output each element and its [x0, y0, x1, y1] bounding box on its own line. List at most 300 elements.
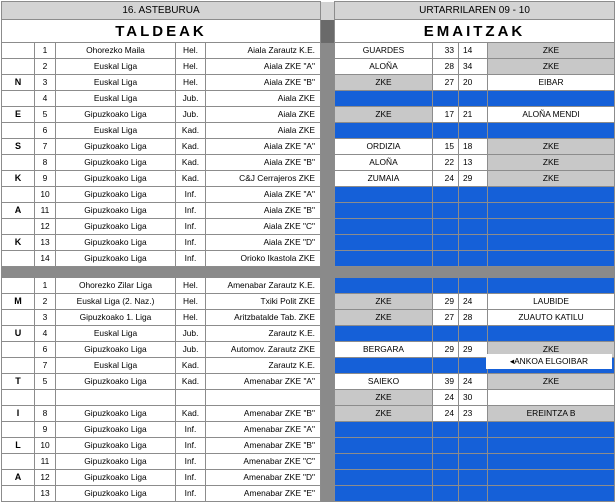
column-separator	[321, 171, 335, 187]
table-row	[2, 107, 615, 123]
row-number: 10	[35, 187, 56, 203]
team-name: Aiala ZKE "B"	[206, 203, 321, 219]
league-name: Gipuzkoako Liga	[56, 422, 176, 438]
away-team: LAUBIDE	[488, 294, 615, 310]
league-name: Ohorezko Maila	[56, 43, 176, 59]
row-number: 9	[35, 422, 56, 438]
home-team: BERGARA	[335, 342, 433, 358]
home-score	[433, 235, 459, 251]
home-team	[335, 123, 433, 139]
away-team	[488, 187, 615, 203]
away-team	[488, 219, 615, 235]
category: Jub.	[176, 342, 206, 358]
divider-cell	[2, 267, 615, 278]
home-score	[433, 91, 459, 107]
column-separator	[321, 422, 335, 438]
row-number: 10	[35, 438, 56, 454]
row-number: 13	[35, 235, 56, 251]
team-name: C&J Cerrajeros ZKE	[206, 171, 321, 187]
overflow-team-label: ◂ANKOA ELGOIBAR	[486, 354, 612, 369]
column-separator	[321, 342, 335, 358]
away-score: 28	[459, 310, 488, 326]
category: Jub.	[176, 107, 206, 123]
away-score	[459, 123, 488, 139]
home-score: 24	[433, 171, 459, 187]
row-number: 8	[35, 406, 56, 422]
table-row	[2, 310, 615, 326]
column-separator	[321, 155, 335, 171]
column-separator	[321, 374, 335, 390]
home-team: ZKE	[335, 390, 433, 406]
category: Hel.	[176, 59, 206, 75]
away-score: 30	[459, 390, 488, 406]
home-score	[433, 454, 459, 470]
team-name: Amenabar ZKE "B"	[206, 406, 321, 422]
home-team: ALOÑA	[335, 59, 433, 75]
table-row	[2, 454, 615, 470]
column-separator	[321, 219, 335, 235]
side-letter	[2, 358, 35, 374]
away-score	[459, 454, 488, 470]
home-team: ZUMAIA	[335, 171, 433, 187]
away-team: ZKE	[488, 342, 615, 358]
section-header-row	[2, 20, 615, 43]
teams-heading: TALDEAK	[2, 20, 321, 43]
row-number: 13	[35, 486, 56, 502]
side-letter	[2, 390, 35, 406]
league-name: Gipuzkoako Liga	[56, 203, 176, 219]
column-separator	[321, 486, 335, 502]
league-name: Gipuzkoako 1. Liga	[56, 310, 176, 326]
league-name: Gipuzkoako Liga	[56, 235, 176, 251]
category: Inf.	[176, 486, 206, 502]
home-score: 33	[433, 43, 459, 59]
away-team: ZKE	[488, 374, 615, 390]
league-name	[56, 390, 176, 406]
column-separator	[321, 2, 335, 20]
table-row	[2, 59, 615, 75]
team-name: Amenabar ZKE "E"	[206, 486, 321, 502]
category: Inf.	[176, 187, 206, 203]
table-row	[2, 406, 615, 422]
league-name: Euskal Liga	[56, 91, 176, 107]
away-score: 13	[459, 155, 488, 171]
side-letter	[2, 155, 35, 171]
side-letter: N	[2, 75, 35, 91]
side-letter	[2, 310, 35, 326]
row-number: 12	[35, 470, 56, 486]
table-row	[2, 219, 615, 235]
category: Inf.	[176, 235, 206, 251]
table-row	[2, 91, 615, 107]
team-name: Zarautz K.E.	[206, 326, 321, 342]
away-team: ZKE	[488, 171, 615, 187]
row-number: 4	[35, 91, 56, 107]
team-name: Aiala ZKE "A"	[206, 59, 321, 75]
side-letter: I	[2, 406, 35, 422]
column-separator	[321, 43, 335, 59]
league-name: Euskal Liga	[56, 358, 176, 374]
league-name: Euskal Liga (2. Naz.)	[56, 294, 176, 310]
home-team	[335, 438, 433, 454]
team-name: Aiala ZKE "B"	[206, 155, 321, 171]
row-number: 11	[35, 454, 56, 470]
category: Inf.	[176, 219, 206, 235]
away-score	[459, 358, 488, 374]
home-team	[335, 91, 433, 107]
league-name: Gipuzkoako Liga	[56, 251, 176, 267]
team-name: Aiala Zarautz K.E.	[206, 43, 321, 59]
home-team	[335, 486, 433, 502]
side-letter: K	[2, 235, 35, 251]
date-title: URTARRILAREN 09 - 10	[335, 2, 615, 20]
home-team: SAIEKO	[335, 374, 433, 390]
league-name: Ohorezko Zilar Liga	[56, 278, 176, 294]
column-separator	[321, 203, 335, 219]
away-score: 24	[459, 374, 488, 390]
table-row	[2, 251, 615, 267]
team-name: Txiki Polit ZKE	[206, 294, 321, 310]
away-score	[459, 235, 488, 251]
row-number: 7	[35, 358, 56, 374]
side-letter	[2, 219, 35, 235]
away-team: EIBAR	[488, 75, 615, 91]
row-number: 4	[35, 326, 56, 342]
away-team	[488, 91, 615, 107]
away-team	[488, 470, 615, 486]
column-separator	[321, 326, 335, 342]
category	[176, 390, 206, 406]
home-score	[433, 187, 459, 203]
table-row	[2, 278, 615, 294]
column-separator	[321, 454, 335, 470]
table-row	[2, 374, 615, 390]
home-team: GUARDES	[335, 43, 433, 59]
table-row	[2, 139, 615, 155]
league-name: Gipuzkoako Liga	[56, 454, 176, 470]
row-number: 1	[35, 278, 56, 294]
row-number: 6	[35, 342, 56, 358]
league-name: Gipuzkoako Liga	[56, 219, 176, 235]
category: Jub.	[176, 326, 206, 342]
side-letter	[2, 486, 35, 502]
category: Kad.	[176, 374, 206, 390]
away-team	[488, 422, 615, 438]
away-team: ZKE	[488, 139, 615, 155]
results-heading: EMAITZAK	[335, 20, 615, 43]
away-team: ALOÑA MENDI	[488, 107, 615, 123]
row-number: 2	[35, 294, 56, 310]
category: Hel.	[176, 310, 206, 326]
table-row	[2, 390, 615, 406]
away-score: 18	[459, 139, 488, 155]
category: Kad.	[176, 358, 206, 374]
side-letter: T	[2, 374, 35, 390]
away-team	[488, 278, 615, 294]
home-team	[335, 251, 433, 267]
away-score	[459, 91, 488, 107]
team-name: Aiala ZKE "A"	[206, 187, 321, 203]
league-name: Euskal Liga	[56, 326, 176, 342]
team-name: Amenabar ZKE "B"	[206, 438, 321, 454]
away-team	[488, 235, 615, 251]
away-score: 14	[459, 43, 488, 59]
away-score: 24	[459, 294, 488, 310]
home-score: 27	[433, 310, 459, 326]
team-name: Aiala ZKE	[206, 91, 321, 107]
league-name: Euskal Liga	[56, 75, 176, 91]
table-row	[2, 235, 615, 251]
section-divider	[2, 267, 615, 278]
team-name: Aiala ZKE	[206, 123, 321, 139]
category: Jub.	[176, 91, 206, 107]
home-score	[433, 203, 459, 219]
row-number: 3	[35, 310, 56, 326]
away-team	[488, 454, 615, 470]
away-team	[488, 486, 615, 502]
row-number: 7	[35, 139, 56, 155]
team-name: Aiala ZKE "A"	[206, 139, 321, 155]
away-team	[488, 203, 615, 219]
away-score	[459, 486, 488, 502]
home-team	[335, 278, 433, 294]
home-score	[433, 278, 459, 294]
home-team: ZKE	[335, 107, 433, 123]
side-letter	[2, 278, 35, 294]
column-separator	[321, 470, 335, 486]
row-number: 6	[35, 123, 56, 139]
side-letter: A	[2, 470, 35, 486]
league-name: Gipuzkoako Liga	[56, 155, 176, 171]
side-letter: A	[2, 203, 35, 219]
category: Inf.	[176, 251, 206, 267]
team-name: Aiala ZKE "D"	[206, 235, 321, 251]
category: Hel.	[176, 278, 206, 294]
category: Kad.	[176, 123, 206, 139]
row-number	[35, 390, 56, 406]
row-number: 14	[35, 251, 56, 267]
team-name: Aritzbatalde Tab. ZKE	[206, 310, 321, 326]
league-name: Gipuzkoako Liga	[56, 139, 176, 155]
category: Kad.	[176, 171, 206, 187]
away-score	[459, 470, 488, 486]
home-score: 24	[433, 390, 459, 406]
away-team: ZKE	[488, 43, 615, 59]
league-name: Gipuzkoako Liga	[56, 374, 176, 390]
side-letter	[2, 123, 35, 139]
team-name: Amenabar Zarautz K.E.	[206, 278, 321, 294]
home-score	[433, 219, 459, 235]
home-team: ZKE	[335, 406, 433, 422]
home-team	[335, 454, 433, 470]
home-score	[433, 123, 459, 139]
home-team: ALOÑA	[335, 155, 433, 171]
column-separator	[321, 107, 335, 123]
table-row	[2, 123, 615, 139]
category: Kad.	[176, 406, 206, 422]
home-score	[433, 251, 459, 267]
side-letter	[2, 43, 35, 59]
away-team	[488, 326, 615, 342]
column-separator	[321, 406, 335, 422]
away-score	[459, 278, 488, 294]
team-name: Aiala ZKE "C"	[206, 219, 321, 235]
away-score	[459, 251, 488, 267]
week-title: 16. ASTEBURUA	[2, 2, 321, 20]
league-name: Euskal Liga	[56, 59, 176, 75]
away-score: 21	[459, 107, 488, 123]
table-row	[2, 187, 615, 203]
category: Inf.	[176, 438, 206, 454]
row-number: 2	[35, 59, 56, 75]
away-team	[488, 251, 615, 267]
league-name: Gipuzkoako Liga	[56, 171, 176, 187]
results-table	[1, 1, 615, 502]
column-separator	[321, 187, 335, 203]
category: Inf.	[176, 422, 206, 438]
home-team	[335, 326, 433, 342]
row-number: 3	[35, 75, 56, 91]
team-name: Amenabar ZKE "D"	[206, 470, 321, 486]
column-separator	[321, 310, 335, 326]
home-score	[433, 422, 459, 438]
table-row	[2, 438, 615, 454]
home-score: 29	[433, 342, 459, 358]
away-team: ZKE	[488, 59, 615, 75]
team-name: Amenabar ZKE "A"	[206, 374, 321, 390]
away-team: ZUAUTO KATILU	[488, 310, 615, 326]
table-row	[2, 155, 615, 171]
away-score: 29	[459, 342, 488, 358]
home-team: ZKE	[335, 294, 433, 310]
side-letter: K	[2, 171, 35, 187]
home-score	[433, 438, 459, 454]
home-team	[335, 187, 433, 203]
team-name: Orioko Ikastola ZKE	[206, 251, 321, 267]
category: Hel.	[176, 294, 206, 310]
column-separator	[321, 358, 335, 374]
home-team	[335, 203, 433, 219]
away-score: 29	[459, 171, 488, 187]
league-name: Gipuzkoako Liga	[56, 406, 176, 422]
table-row	[2, 326, 615, 342]
away-score: 23	[459, 406, 488, 422]
column-separator	[321, 294, 335, 310]
home-score	[433, 358, 459, 374]
home-score: 17	[433, 107, 459, 123]
table-row	[2, 294, 615, 310]
column-separator	[321, 91, 335, 107]
side-letter	[2, 91, 35, 107]
row-number: 5	[35, 107, 56, 123]
home-score: 27	[433, 75, 459, 91]
home-score	[433, 486, 459, 502]
team-name: Aiala ZKE "B"	[206, 75, 321, 91]
column-separator	[321, 251, 335, 267]
home-team	[335, 358, 433, 374]
home-team: ZKE	[335, 75, 433, 91]
side-letter	[2, 187, 35, 203]
league-name: Gipuzkoako Liga	[56, 342, 176, 358]
away-team: ZKE	[488, 155, 615, 171]
league-name: Gipuzkoako Liga	[56, 438, 176, 454]
side-letter	[2, 454, 35, 470]
team-name: Amenabar ZKE "C"	[206, 454, 321, 470]
row-number: 9	[35, 171, 56, 187]
league-name: Gipuzkoako Liga	[56, 470, 176, 486]
row-number: 12	[35, 219, 56, 235]
home-score: 39	[433, 374, 459, 390]
away-score	[459, 438, 488, 454]
table-row	[2, 470, 615, 486]
home-team	[335, 422, 433, 438]
table-row	[2, 422, 615, 438]
column-separator	[321, 59, 335, 75]
column-separator	[321, 278, 335, 294]
away-score	[459, 187, 488, 203]
side-letter: E	[2, 107, 35, 123]
side-letter: M	[2, 294, 35, 310]
away-score: 20	[459, 75, 488, 91]
away-score	[459, 326, 488, 342]
away-team	[488, 390, 615, 406]
title-row	[2, 2, 615, 20]
away-team: EREINTZA B	[488, 406, 615, 422]
team-name	[206, 390, 321, 406]
league-name: Gipuzkoako Liga	[56, 187, 176, 203]
row-number: 5	[35, 374, 56, 390]
league-name: Euskal Liga	[56, 123, 176, 139]
category: Kad.	[176, 155, 206, 171]
table-row	[2, 171, 615, 187]
side-letter	[2, 59, 35, 75]
away-team	[488, 438, 615, 454]
column-separator	[321, 75, 335, 91]
side-letter: U	[2, 326, 35, 342]
away-score: 34	[459, 59, 488, 75]
home-score	[433, 470, 459, 486]
category: Kad.	[176, 139, 206, 155]
side-letter	[2, 342, 35, 358]
side-letter	[2, 422, 35, 438]
team-name: Zarautz K.E.	[206, 358, 321, 374]
home-team: ZKE	[335, 310, 433, 326]
league-name: Gipuzkoako Liga	[56, 486, 176, 502]
away-score	[459, 422, 488, 438]
team-name: Automov. Zarautz ZKE	[206, 342, 321, 358]
home-score: 15	[433, 139, 459, 155]
home-score	[433, 326, 459, 342]
column-separator	[321, 438, 335, 454]
home-team: ORDIZIA	[335, 139, 433, 155]
side-letter: L	[2, 438, 35, 454]
column-separator	[321, 390, 335, 406]
column-separator	[321, 235, 335, 251]
away-score	[459, 219, 488, 235]
table-row	[2, 75, 615, 91]
row-number: 8	[35, 155, 56, 171]
column-separator	[321, 20, 335, 43]
home-score: 24	[433, 406, 459, 422]
row-number: 11	[35, 203, 56, 219]
home-team	[335, 235, 433, 251]
category: Inf.	[176, 203, 206, 219]
side-letter: S	[2, 139, 35, 155]
home-team	[335, 470, 433, 486]
league-name: Gipuzkoako Liga	[56, 107, 176, 123]
table-row	[2, 486, 615, 502]
team-name: Amenabar ZKE "A"	[206, 422, 321, 438]
